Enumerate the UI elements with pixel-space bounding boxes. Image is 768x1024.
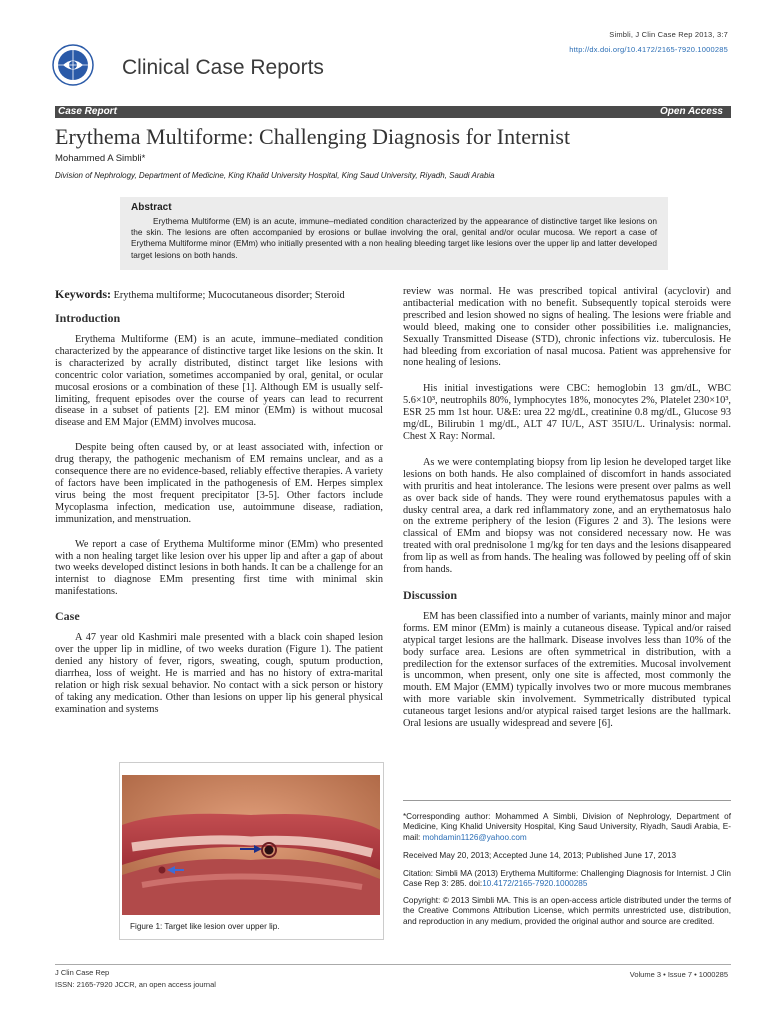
right-column <box>403 286 731 730</box>
author-name: Mohammed A Simbli* <box>55 153 146 164</box>
footer-journal: J Clin Case Rep <box>55 968 110 977</box>
author-affiliation: Division of Nephrology, Department of Medicine, King Khalid University Hospital, King Saud University, Riyadh, Saudi Arabia <box>55 171 495 180</box>
abstract-box <box>120 197 668 270</box>
figure-1 <box>119 762 384 940</box>
journal-name: Clinical Case Reports <box>122 56 324 79</box>
citation-doi-link[interactable]: 10.4172/2165-7920.1000285 <box>482 879 588 889</box>
case-heading: Case <box>55 609 80 624</box>
intro-paragraph-1: Erythema Multiforme (EM) is an acute, immune–mediated condition characterized by the appearance of distinctive target like lesions on the skin. It is characterized by acrally distributed, distinct target like lesions with concentric color variation, sometimes accompanied by oral, genital, or ocular mucosal erosions or a combination of these [1]. Although EM is usually self-limiting, frequent episodes over the course of years can lead to recurrent disease in a subset of patients [2]. EM minor (EMm) is without mucosal disease and EM Major (EMM) involves mucosa. <box>55 334 383 429</box>
keywords <box>55 288 383 302</box>
citation-note <box>403 869 731 890</box>
discussion-heading: Discussion <box>403 587 458 602</box>
left-column <box>55 288 383 715</box>
introduction-heading: Introduction <box>55 311 121 325</box>
author-email-link[interactable]: mohdamin1126@yahoo.com <box>422 832 527 842</box>
intro-paragraph-3: We report a case of Erythema Multiforme minor (EMm) who presented with a non healing target like lesion over his upper lip and after a gap of about two weeks developed distinct lesions in both hands. It can be a challenge for an internist to diagnose EMm presenting first time with minimal skin manifestations. <box>55 538 383 598</box>
abstract-text: Erythema Multiforme (EM) is an acute, immune–mediated condition characterized by the appearance of distinctive target like lesions on the skin. The lesions are often accompanied by erosions or bullae involving the oral, genital and/or ocular mucosa. We report a case of Erythema Multiforme minor (EMm) who initially presented with a non healing bleeding target like lesions over the upper lip and latter developed target lesions on both hands. <box>131 216 657 260</box>
footer-issn: ISSN: 2165-7920 JCCR, an open access journal <box>55 980 216 989</box>
abstract-heading: Abstract <box>131 202 172 213</box>
keywords-text: Erythema multiforme; Mucocutaneous disorder; Steroid <box>111 290 345 301</box>
intro-paragraph-2: Despite being often caused by, or at least associated with, infection or drug therapy, the pathogenic mechanism of EM remains unclear, and as a consequence there are no evidence-based, reliably effective therapies. A variety of factors have been implicated in the pathogenesis of EM. Herpes simplex virus being the most frequent precipitator [3-5]. Other factors include Mycoplasma infection, medication use, autoimmune disease, radiation, immunization, and menstruation. <box>55 442 383 525</box>
figure-1-caption: Figure 1: Target like lesion over upper lip. <box>130 922 280 931</box>
article-type-banner <box>55 106 731 118</box>
footnote-divider <box>403 800 731 801</box>
keywords-label: Keywords: <box>55 287 111 301</box>
footer-volume: Volume 3 • Issue 7 • 1000285 <box>629 970 728 979</box>
lip-lesion-photo <box>122 775 380 915</box>
case-paragraph-2: review was normal. He was prescribed topical antiviral (acyclovir) and antibacterial medication with no benefit. Subsequently topical steroids were prescribed and lesion showed no signs of healing. The lesions were friable and would bleed, making one to consider other possibilities i.e. malignancies, Sexually Transmitted Disease (STD), chronic infections viz. tuberculosis. He had bleeding from excoriation of nasal mucosa. Patient was apprehensive for none healing of lesions. <box>403 286 731 369</box>
corresponding-author-text: *Corresponding author: Mohammed A Simbli, Division of Nephrology, Department of Medicine, King Khalid University Hospital, King Saud University, Riyadh, Saudi Arabia, E-mail: <box>403 812 731 842</box>
article-title: Erythema Multiforme: Challenging Diagnosis for Internist <box>55 124 571 149</box>
received-dates: Received May 20, 2013; Accepted June 14, 2013; Published June 17, 2013 <box>403 851 677 860</box>
open-access-label: Open Access <box>660 106 723 117</box>
copyright-note: Copyright: © 2013 Simbli MA. This is an open-access article distributed under the terms of the Creative Commons Attribution License, which permits unrestricted use, distribution, and reproduction in any medium, provided the original author and source are credited. <box>403 896 731 926</box>
citation-header: Simbli, J Clin Case Rep 2013, 3:7 <box>609 30 728 39</box>
discussion-paragraph-1: EM has been classified into a number of variants, mainly minor and major forms. EM minor (EMm) is mainly a cutaneous disease. Typical and/or raised atypical target lesions are the hallmark. Disease involves less than 10% of the body surface area. Lesions are often symmetrical in distribution, with a predilection for the extensor surfaces of the extremities. Mucosal involvement is uncommon, when present, only one site is affected, most commonly the mouth. EM Major (EMM) typically involves two or more mucous membranes with more variable skin involvement. Symmetrically distributed typical cutaneous target lesions and/or atypical raised target lesions are the hallmark. Oral lesions are usually widespread and severe [6]. <box>403 610 731 730</box>
journal-logo-icon <box>52 44 94 86</box>
case-paragraph-3: His initial investigations were CBC: hemoglobin 13 gm/dL, WBC 5.6×10³, neutrophils 80%, lymphocytes 18%, monocytes 2%, Platelet 230×10³, ESR 25 mm 1st hour. U&E: urea 22 mg/dL, creatinine 0.8 mg/dL, Glucose 93 mg/dL, Bilirubin 1 mg/dL, ALT 47 IU/L, AST 35IU/L. Urinalysis: normal. Chest X Ray: Normal. <box>403 383 731 442</box>
corresponding-author <box>403 812 731 843</box>
citation-note-text: Citation: Simbli MA (2013) Erythema Multiforme: Challenging Diagnosis for Internist. J Clin Case Rep 3: 285. doi: <box>403 869 731 889</box>
case-paragraph-1: A 47 year old Kashmiri male presented with a black coin shaped lesion over the upper lip in midline, of two weeks duration (Figure 1). The patient denied any history of fever, rigors, sweating, cough, sputum production, diarrhea, loss of weight. He is married and has no history of extra-marital relation or high risk sexual behavior. No contact with a sick person or history of taking any medication. Other than lesions on upper lip his general physical examination and systems <box>55 632 383 715</box>
article-type-label: Case Report <box>58 106 117 117</box>
footer-divider <box>55 964 731 965</box>
case-paragraph-4: As we were contemplating biopsy from lip lesion he developed target like lesions on both hands. He also complained of discomfort in hands associated with pruritis and heat intolerance. The lesions were present over palms as well as over back side of hands. They were round erythematosus papules with a dusky central area, a dark red inflammatory zone, and an erythematosus halo on the extreme periphery of the lesion (Figures 2 and 3). The lesions were classical of EMm and biopsy was not considered necessary now. He was treated with oral prednisolone 1 mg/kg for ten days and the lesions disappeared from lip as well as from hands. The healing was followed by peeling off of skin from hands. <box>403 456 731 576</box>
doi-link[interactable]: http://dx.doi.org/10.4172/2165-7920.1000285 <box>569 45 728 54</box>
